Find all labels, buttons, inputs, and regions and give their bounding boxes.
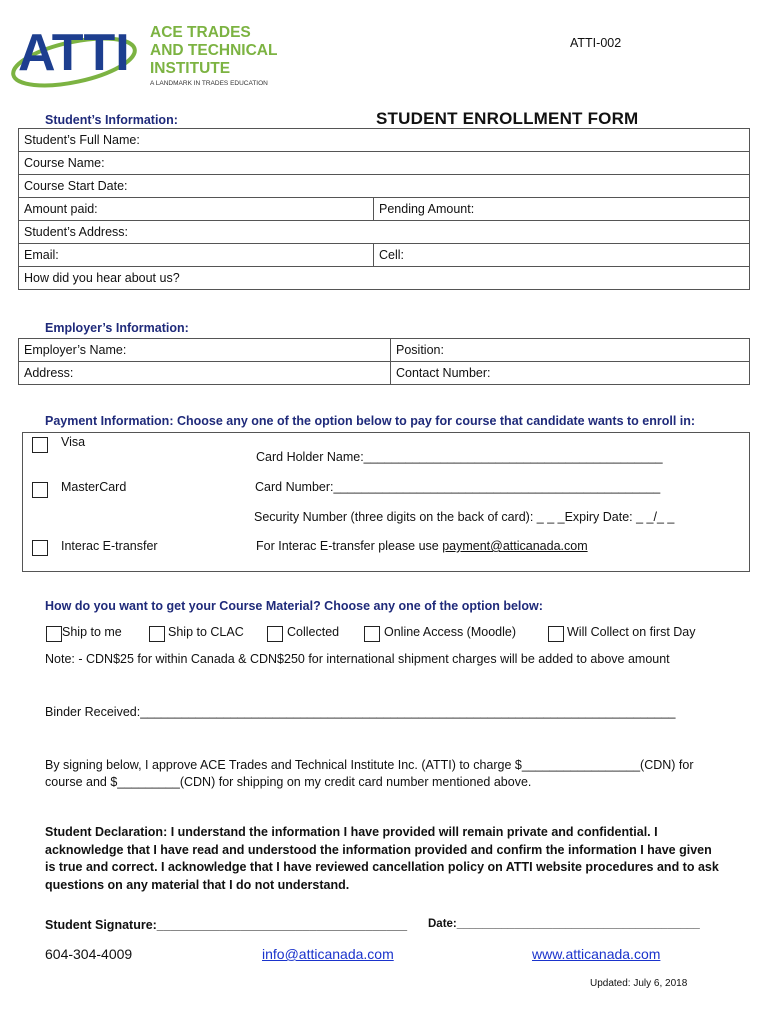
- payment-email-link[interactable]: payment@atticanada.com: [442, 539, 588, 553]
- mastercard-label: MasterCard: [61, 480, 127, 494]
- date-line[interactable]: Date:______________________________________: [428, 918, 700, 930]
- position-field[interactable]: [391, 339, 750, 362]
- payment-info-heading: Payment Information: Choose any one of the option below to pay for course that candidate wants to enroll in:: [45, 414, 696, 428]
- updated-date: Updated: July 6, 2018: [590, 978, 688, 989]
- online-access-checkbox[interactable]: [364, 626, 380, 642]
- contact-number-label: Contact Number:: [396, 366, 491, 380]
- course-name-field[interactable]: [19, 152, 750, 175]
- authorization-paragraph: [45, 757, 735, 790]
- ship-to-me-label: Ship to me: [62, 625, 122, 639]
- student-address-field[interactable]: [19, 221, 750, 244]
- mastercard-checkbox[interactable]: [32, 482, 48, 498]
- amount-paid-label: Amount paid:: [24, 202, 98, 216]
- document-code: ATTI-002: [570, 36, 622, 50]
- authorization-line-2: course and $_________(CDN) for shipping on my credit card number mentioned above.: [45, 774, 532, 789]
- interac-label: Interac E-transfer: [61, 539, 158, 553]
- card-number-line[interactable]: Card Number:_______________________________________________: [255, 480, 661, 494]
- logo-line1: ACE TRADES: [150, 24, 251, 41]
- hear-about-label: How did you hear about us?: [24, 271, 180, 285]
- student-declaration: Student Declaration: I understand the information I have provided will remain private and confidential. I acknowledge that I have read and understood the information provided and confirm the information I have given is true and correct. I acknowledge that I have reviewed cancellation policy on ATTI website procedures and to ask questions on any material that I do not understand.: [45, 825, 719, 892]
- employer-info-table: [18, 338, 750, 385]
- full-name-label: Student’s Full Name:: [24, 133, 140, 147]
- cell-label: Cell:: [379, 248, 405, 262]
- pending-amount-label: Pending Amount:: [379, 202, 475, 216]
- student-info-heading: Student’s Information:: [45, 113, 178, 127]
- signature-line[interactable]: Student Signature:____________________________________: [45, 918, 408, 932]
- logo-letters: ATTI: [18, 24, 130, 82]
- footer-phone: 604-304-4009: [45, 946, 133, 962]
- interac-instructions: [256, 539, 588, 553]
- card-holder-line[interactable]: Card Holder Name:___________________________________________: [256, 450, 663, 464]
- form-title: STUDENT ENROLLMENT FORM: [376, 109, 639, 128]
- ship-to-clac-checkbox[interactable]: [149, 626, 165, 642]
- employer-address-field[interactable]: [19, 362, 391, 385]
- ship-to-me-checkbox[interactable]: [46, 626, 62, 642]
- atti-logo: [4, 4, 284, 94]
- employer-info-heading: Employer’s Information:: [45, 321, 189, 335]
- collect-first-day-checkbox[interactable]: [548, 626, 564, 642]
- employer-name-field[interactable]: [19, 339, 391, 362]
- interac-checkbox[interactable]: [32, 540, 48, 556]
- contact-number-field[interactable]: [391, 362, 750, 385]
- hear-about-field[interactable]: [19, 267, 750, 290]
- cell-field[interactable]: [374, 244, 750, 267]
- visa-checkbox[interactable]: [32, 437, 48, 453]
- security-expiry-line[interactable]: Security Number (three digits on the back of card): _ _ _Expiry Date: _ _/_ _: [254, 510, 675, 524]
- binder-received-line[interactable]: Binder Received:_____________________________________________________________________________: [45, 705, 676, 719]
- logo-line3: INSTITUTE: [150, 60, 231, 77]
- material-heading: How do you want to get your Course Material? Choose any one of the option below:: [45, 599, 543, 613]
- course-start-label: Course Start Date:: [24, 179, 128, 193]
- footer-email-link[interactable]: info@atticanada.com: [262, 946, 394, 962]
- collected-label: Collected: [287, 625, 340, 639]
- email-label: Email:: [24, 248, 59, 262]
- logo-line2: AND TECHNICAL: [150, 42, 278, 59]
- online-access-label: Online Access (Moodle): [384, 625, 517, 639]
- course-start-field[interactable]: [19, 175, 750, 198]
- collected-checkbox[interactable]: [267, 626, 283, 642]
- student-info-table: [18, 128, 750, 290]
- interac-note: For Interac E-transfer please use: [256, 539, 443, 553]
- shipping-note: Note: - CDN$25 for within Canada & CDN$250 for international shipment charges will be added to above amount: [45, 652, 670, 666]
- employer-address-label: Address:: [24, 366, 74, 380]
- student-address-label: Student’s Address:: [24, 225, 129, 239]
- employer-name-label: Employer’s Name:: [24, 343, 127, 357]
- ship-to-clac-label: Ship to CLAC: [168, 625, 244, 639]
- position-label: Position:: [396, 343, 444, 357]
- amount-paid-field[interactable]: [19, 198, 374, 221]
- visa-label: Visa: [61, 435, 86, 449]
- authorization-line-1: By signing below, I approve ACE Trades and Technical Institute Inc. (ATTI) to charge $_________________(CDN) for: [45, 758, 694, 772]
- full-name-field[interactable]: [19, 129, 750, 152]
- logo-tagline: A LANDMARK IN TRADES EDUCATION: [150, 80, 268, 87]
- email-field[interactable]: [19, 244, 374, 267]
- collect-first-day-label: Will Collect on first Day: [567, 625, 696, 639]
- course-name-label: Course Name:: [24, 156, 105, 170]
- footer-website-link[interactable]: www.atticanada.com: [532, 946, 661, 962]
- pending-amount-field[interactable]: [374, 198, 750, 221]
